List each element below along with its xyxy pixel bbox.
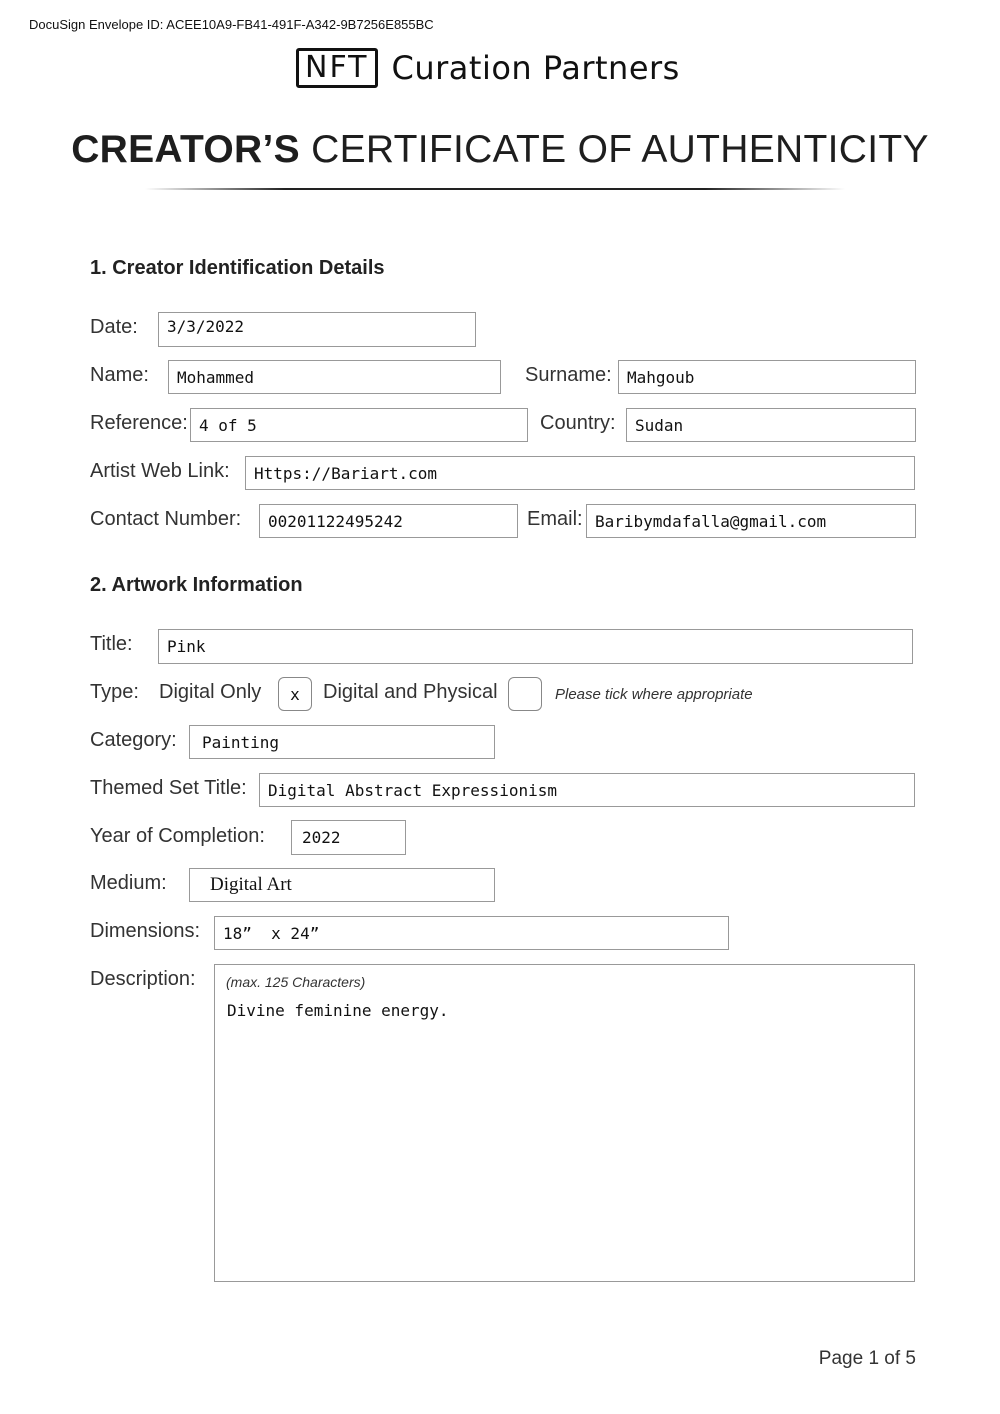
themed-set-field[interactable]: Digital Abstract Expressionism xyxy=(259,773,915,807)
title-field[interactable]: Pink xyxy=(158,629,913,664)
logo-text: Curation Partners xyxy=(391,49,680,87)
title-bold: CREATOR’S xyxy=(71,128,300,171)
title-divider xyxy=(145,188,845,190)
reference-label: Reference: xyxy=(90,412,188,434)
page-number: Page 1 of 5 xyxy=(818,1348,916,1369)
country-label: Country: xyxy=(540,412,616,434)
email-label: Email: xyxy=(527,508,583,530)
title-rest: CERTIFICATE OF AUTHENTICITY xyxy=(311,128,929,171)
type-digital-label: Digital Only xyxy=(159,681,262,703)
date-field[interactable]: 3/3/2022 xyxy=(158,312,476,347)
type-digital-checkbox[interactable]: x xyxy=(278,677,312,711)
type-hint: Please tick where appropriate xyxy=(555,686,753,703)
section2-heading: 2. Artwork Information xyxy=(90,574,303,596)
country-field[interactable]: Sudan xyxy=(626,408,916,442)
weblink-label: Artist Web Link: xyxy=(90,460,230,482)
description-label: Description: xyxy=(90,968,196,990)
themed-set-label: Themed Set Title: xyxy=(90,777,247,799)
description-value: Divine feminine energy. xyxy=(227,1001,449,1020)
contact-field[interactable]: 00201122495242 xyxy=(259,504,518,538)
medium-field[interactable]: Digital Art xyxy=(189,868,495,902)
category-label: Category: xyxy=(90,729,177,751)
surname-label: Surname: xyxy=(525,364,612,386)
nft-curation-partners-logo xyxy=(296,47,680,89)
name-label: Name: xyxy=(90,364,149,386)
logo-nft-box: NFT xyxy=(296,48,378,88)
year-field[interactable]: 2022 xyxy=(291,820,406,855)
dimensions-label: Dimensions: xyxy=(90,920,201,942)
weblink-field[interactable]: Https://Bariart.com xyxy=(245,456,915,490)
name-field[interactable]: Mohammed xyxy=(168,360,501,394)
year-label: Year of Completion: xyxy=(90,825,265,847)
reference-field[interactable]: 4 of 5 xyxy=(190,408,528,442)
email-field[interactable]: Baribymdafalla@gmail.com xyxy=(586,504,916,538)
contact-label: Contact Number: xyxy=(90,508,242,530)
category-field[interactable]: Painting xyxy=(189,725,495,759)
certificate-title xyxy=(0,128,1000,172)
medium-label: Medium: xyxy=(90,872,167,894)
type-physical-label: Digital and Physical xyxy=(323,681,498,703)
title-label: Title: xyxy=(90,633,133,655)
surname-field[interactable]: Mahgoub xyxy=(618,360,916,394)
docusign-envelope-id: DocuSign Envelope ID: ACEE10A9-FB41-491F-A342-9B7256E855BC xyxy=(29,17,434,32)
section1-heading: 1. Creator Identification Details xyxy=(90,257,385,279)
description-hint: (max. 125 Characters) xyxy=(226,974,366,990)
type-physical-checkbox[interactable] xyxy=(508,677,542,711)
dimensions-field[interactable]: 18” x 24” xyxy=(214,916,729,950)
description-field[interactable] xyxy=(214,964,915,1282)
date-label: Date: xyxy=(90,316,138,338)
type-label: Type: xyxy=(90,681,139,703)
